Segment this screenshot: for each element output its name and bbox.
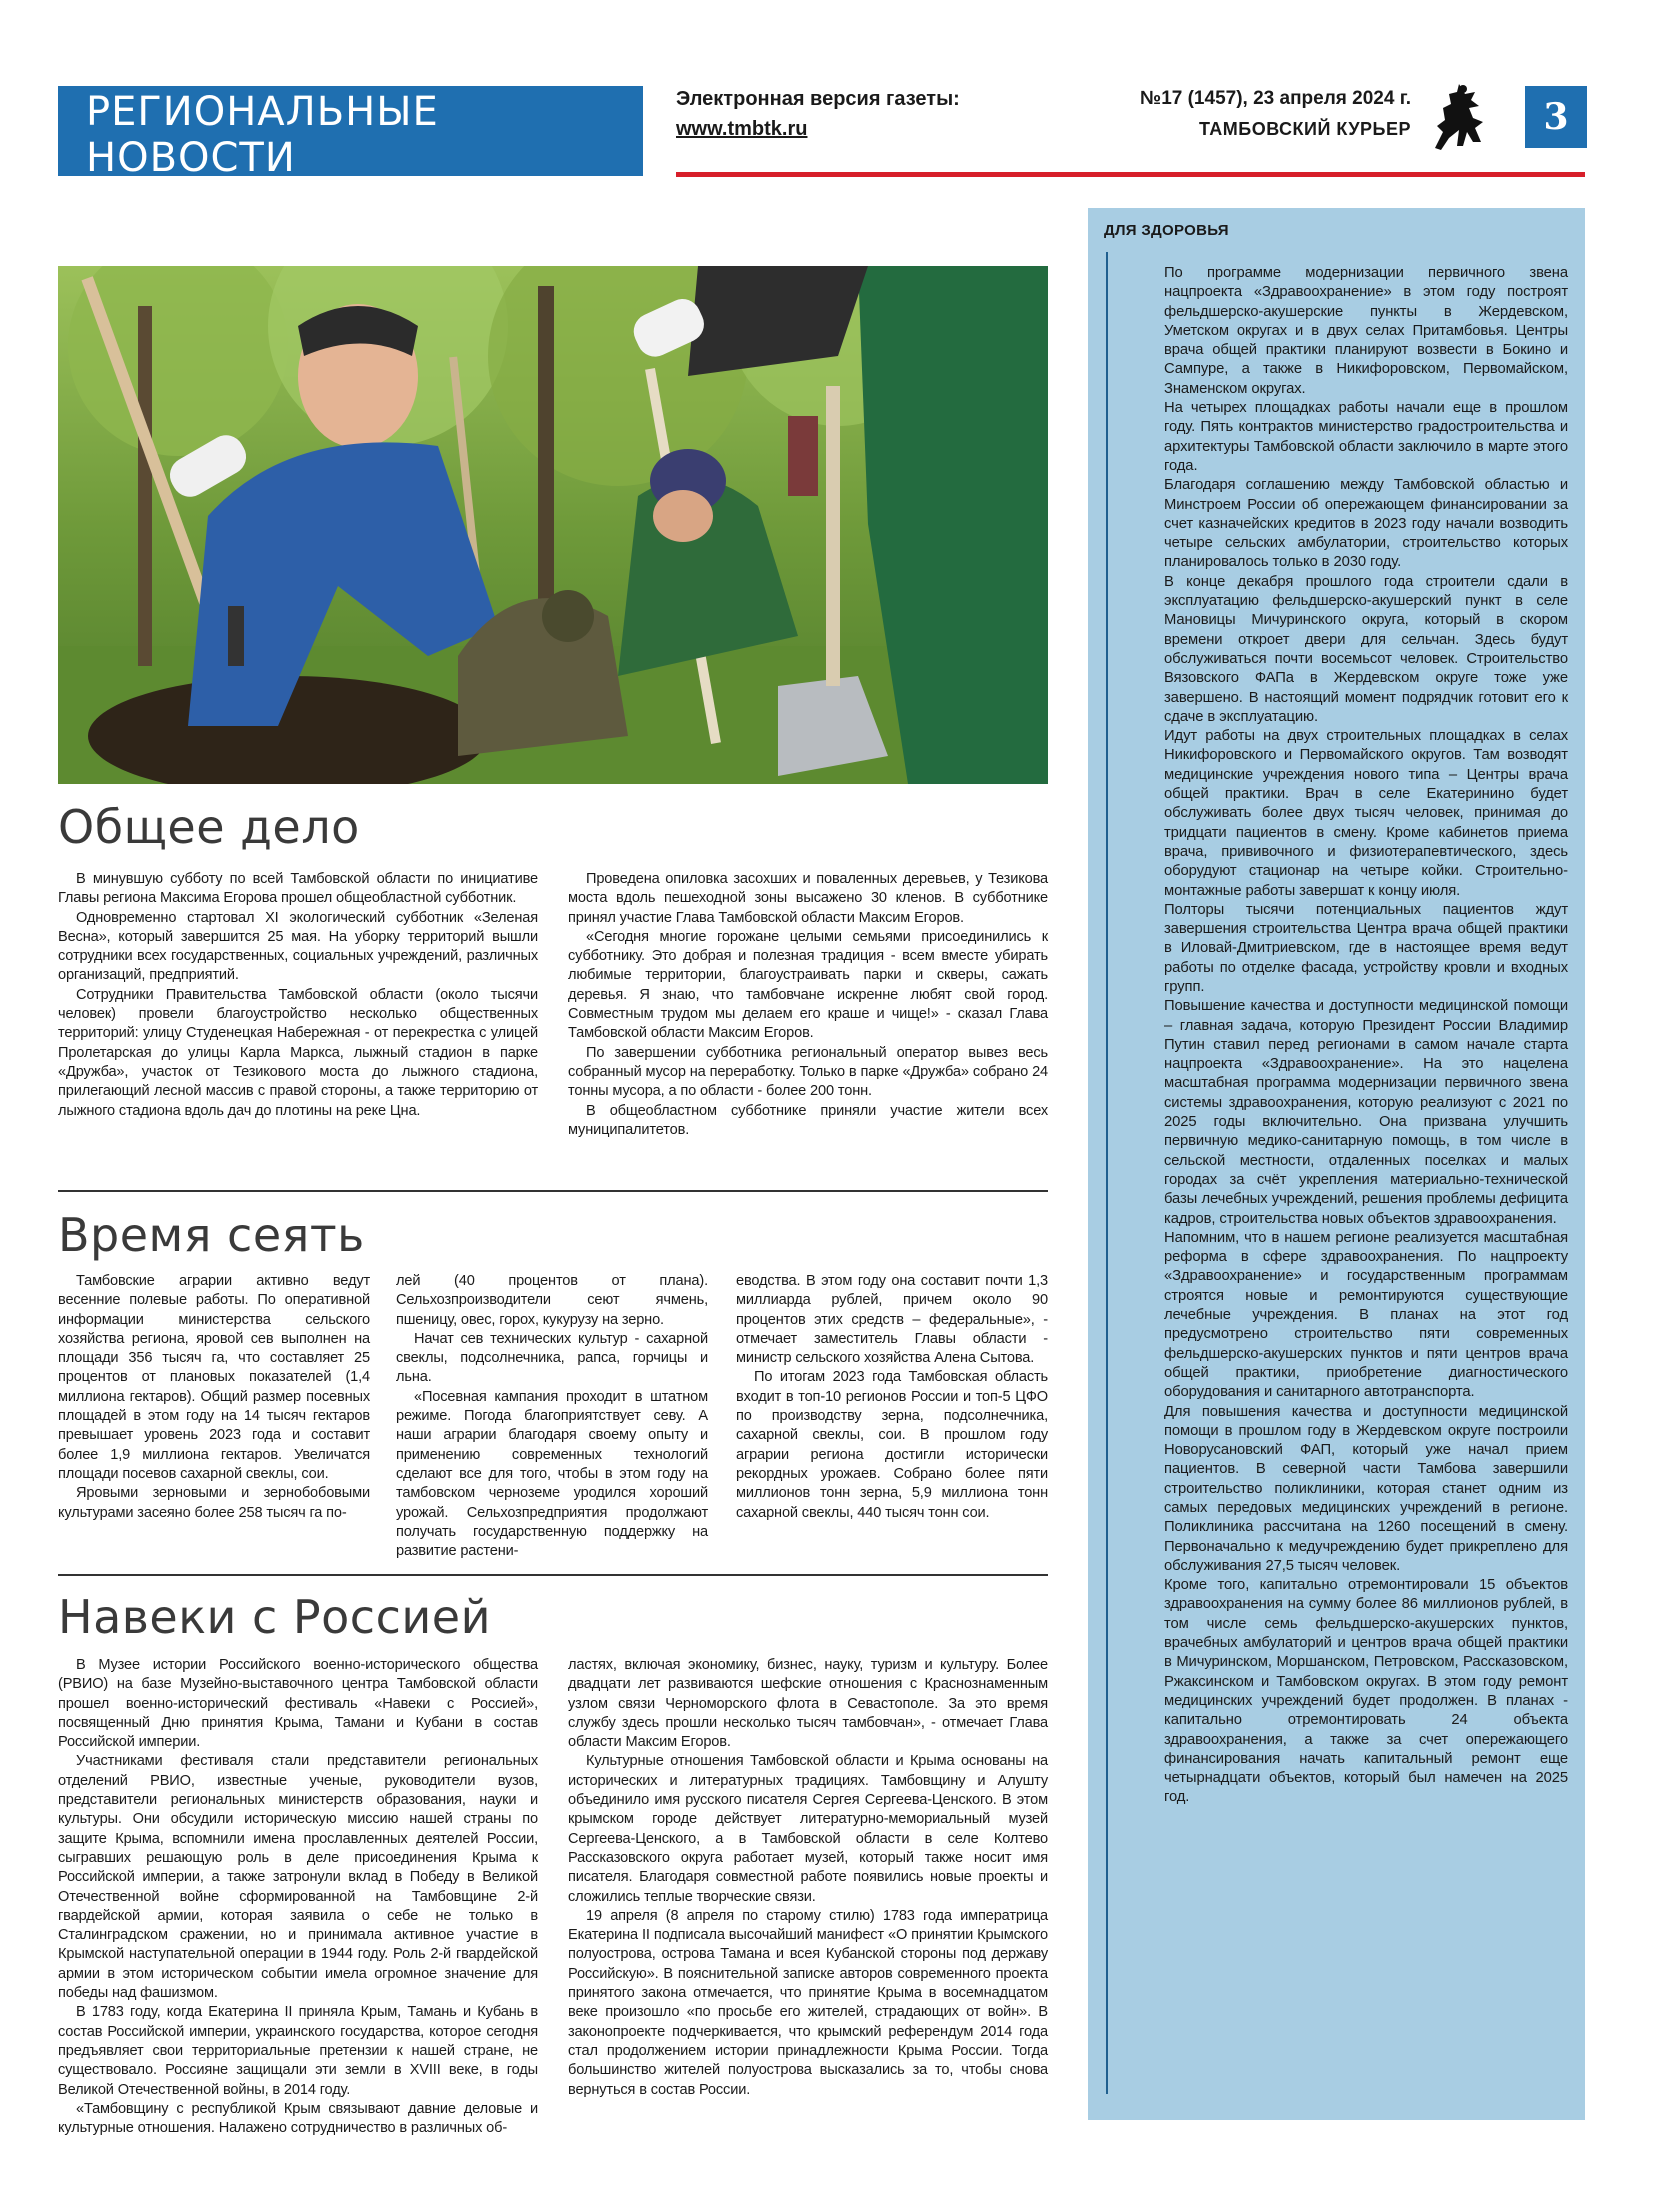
paragraph: Проведена опиловка засохших и поваленных деревьев, у Тезикова моста вдоль пешеходной зоны высажено 30 кленов. В субботнике принял участие Глава Тамбовской области Максим Егоров.	[568, 871, 1048, 926]
header-red-rule	[676, 172, 1585, 177]
paragraph: Идут работы на двух строительных площадках в селах Никифоровского и Первомайского округов. Там возводят медицинские учреждения нового типа – Центры врача общей практики. Врач в селе Екатеринино будет обслуживать более двух тысяч человек, принимая до тридцати пациентов в смену. Кроме кабинетов приема врача, прививочного и физиотерапевтического, здесь оборудуют стационар на четыре койки. Строительно-монтажные работы завершат к концу июля.	[1164, 728, 1568, 899]
paragraph: В 1783 году, когда Екатерина II приняла Крым, Тамань и Кубань в состав Российской империи, украинского государства, которое сегодня предъявляет свои территориальные претензии к нашей стране, не существовало. Россияне защищали эти земли в XVIII веке, в годы Великой Отечественной войны, в 2014 году.	[58, 2004, 538, 2098]
article2-headline: Время сеять	[58, 1208, 365, 1262]
article1-headline: Общее дело	[58, 800, 360, 854]
paragraph: Яровыми зерновыми и зернобобовыми культурами засеяно более 258 тысяч га по-	[58, 1485, 370, 1521]
article3-headline: Навеки с Россией	[58, 1590, 491, 1644]
paragraph: Сотрудники Правительства Тамбовской области (около тысячи человек) провели благоустройство несколько общественных территорий: улицу Студенецкая Набережная - от перекрестка с улицей Пролетарская до улицы Карла Маркса, лыжный стадион в парке «Дружба», участок от Тезикового моста до лыжного стадиона, прилегающий лесной массив с правой стороны, а также территорию от лыжного стадиона вдоль дач до плотины на реке Цна.	[58, 986, 538, 1119]
paragraph: По программе модернизации первичного звена нацпроекта «Здравоохранение» в этом году построят фельдшерско-акушерские пункты в Жердевском, Уметском округах и в двух селах Притамбовья. Центры врача общей практики планируют возвести в Бокино и Сампуре, а также в Никифоровском, Первомайском, Знаменском округах.	[1164, 265, 1568, 397]
edition-link[interactable]: www.tmbtk.ru	[676, 118, 808, 140]
paragraph: Тамбовские аграрии активно ведут весенние полевые работы. По оперативной информации министерства сельского хозяйства региона, яровой сев выполнен на площади 356 тысяч га, что составляет 25 процентов от плановых показателей (1,4 миллиона гектаров). Общий размер посевных площадей в этом году на 14 тысяч гектаров превышает уровень 2023 года и составит более 1,9 миллиона гектаров. Увеличатся площади посевов сахарной свеклы, сои.	[58, 1273, 370, 1482]
paragraph: По завершении субботника региональный оператор вывез весь собранный мусор на переработку. Только в парке «Дружба» собрано 24 тонны мусора, а по области - более 200 тонн.	[568, 1044, 1048, 1100]
paragraph: В минувшую субботу по всей Тамбовской области по инициативе Главы региона Максима Егорова прошел общеобластной субботник.	[58, 871, 538, 907]
article2-col2	[396, 1272, 708, 1561]
issue-line: №17 (1457), 23 апреля 2024 г.	[1140, 88, 1411, 109]
issue-block	[1140, 84, 1411, 144]
article1-col2	[568, 870, 1048, 1140]
article1-col1	[58, 870, 538, 1121]
article3-col2	[568, 1656, 1048, 2100]
edition-block	[676, 84, 960, 144]
paragraph: Для повышения качества и доступности медицинской помощи в прошлом году в Жердевском округе построили Новорусановский ФАП, который уже начал прием пациентов. В северной части Тамбова завершили строительство поликлиники, которая станет одним из самых передовых медицинских учреждений в регионе. Поликлиника рассчитана на 1260 посещений в смену. Первоначально к медучреждению будет прикреплено для обслуживания 27,5 тысяч человек.	[1164, 1403, 1568, 1574]
sidebar-accent-line	[1106, 252, 1108, 2094]
paragraph: «Посевная кампания проходит в штатном режиме. Погода благоприятствует севу. А наши аграрии благодаря своему опыту и применению современных технологий сделают все для того, чтобы в этом году на тамбовском черноземе уродился хороший урожай. Сельхозпредприятия продолжают получать государственную поддержку на развитие растени-	[396, 1388, 708, 1560]
sidebar-body	[1164, 264, 1568, 1808]
paragraph: Участниками фестиваля стали представители региональных отделений РВИО, известные ученые, руководители вузов, представители региональных министерств образования, науки и культуры. Они обсудили историческую миссию нашей страны по защите Крыма, вспомнили имена прославленных деятелей России, сыгравших решающую роль в деле присоединения Крыма к Российской империи, а также затронули вклад в Победу в Великой Отечественной войне сформированной на Тамбовщине 2-й гвардейской армии, которая заявила о себе не только в Сталинградском сражении, но и принимала активное участие в Крымской наступательной операции в 1944 году. Роль 2-й гвардейской армии в этом историческом событии имела огромное значение для победы над фашизмом.	[58, 1753, 538, 2002]
article-divider	[58, 1190, 1048, 1192]
paragraph: По итогам 2023 года Тамбовская область входит в топ-10 регионов России и топ-5 ЦФО по производству зерна, подсолнечника, сахарной свеклы, сои. В прошлом году аграрии региона достигли исторически рекордных урожаев. Собрано более пяти миллионов тонн зерна, 5,9 миллиона тонн сахарной свеклы, 440 тысяч тонн сои.	[736, 1369, 1048, 1521]
paragraph: Полторы тысячи потенциальных пациентов ждут завершения строительства Центра врача общей практики в Иловай-Дмитриевском, где в настоящее время ведут работы по отделке фасада, устройству кровли и входных групп.	[1164, 901, 1568, 995]
article3-col1	[58, 1656, 538, 2138]
paragraph: «Тамбовщину с республикой Крым связывают давние деловые и культурные отношения. Налажено сотрудничество в различных об-	[58, 2100, 538, 2137]
paragraph: В общеобластном субботнике приняли участие жители всех муниципалитетов.	[568, 1102, 1048, 1138]
paragraph: 19 апреля (8 апреля по старому стилю) 1783 года императрица Екатерина II подписала высочайший манифест «О принятии Крымского полуострова, острова Тамана и всея Кубанской стороны под державу Российскую». В пояснительной записке авторов современного проекта принятого закона отмечается, что принятие Крыма в восемнадцатом веке произошло «по просьбе его жителей, страдающих от войн». В законопроекте подчеркивается, что крымский референдум 2014 года стал продолжением истории принадлежности Крыма России. Тогда большинство жителей полуострова высказались за то, чтобы снова вернуться в состав России.	[568, 1907, 1048, 2098]
paragraph: «Сегодня многие горожане целыми семьями присоединились к субботнику. Это добрая и полезная традиция - всем вместе убирать любимые территории, благоустраивать парки и скверы, сажать деревья. Я знаю, что тамбовчане искренне любят свой город. Совместным трудом мы делаем его краше и чище!» - сказал Глава Тамбовской области Максим Егоров.	[568, 928, 1048, 1042]
paragraph: В Музее истории Российского военно-исторического общества (РВИО) на базе Музейно-выставочного центра Тамбовской области прошел военно-исторический фестиваль «Навеки с Россией», посвященный Дню принятия Крыма, Тамани и Кубани в состав Российской империи.	[58, 1657, 538, 1751]
paragraph: В конце декабря прошлого года строители сдали в эксплуатацию фельдшерско-акушерский пункт в селе Мановицы Мичуринского округа, который в скором времени откроет двери для сельчан. Здесь будут обслуживаться почти восемьсот человек. Строительство Вязовского ФАПа в Жердевском округе тоже уже завершено. В настоящий момент подрядчик готовит его к сдаче в эксплуатацию.	[1164, 573, 1568, 725]
page-number: 3	[1525, 86, 1587, 148]
horse-rider-logo-icon	[1425, 80, 1493, 156]
paragraph: лей (40 процентов от плана). Сельхозпроизводители сеют ячмень, пшеницу, овес, горох, кукурузу на зерно.	[396, 1273, 708, 1328]
sidebar-title: ДЛЯ ЗДОРОВЬЯ	[1104, 222, 1229, 239]
paragraph: Повышение качества и доступности медицинской помощи – главная задача, которую Президент России Владимир Путин ставил перед регионами в самом начале старта нацпроекта «Здравоохранение». На это нацелена масштабная программа модернизации первичного звена системы здравоохранения, которую реализуют с 2021 по 2025 годы включительно. Она призвана улучшить первичную медико-санитарную помощь, в том числе в сельской местности, отдаленных поселках и малых городах за счёт укрепления материально-технической базы лечебных учреждений, решения проблемы дефицита кадров, строительства новых объектов здравоохранения.	[1164, 998, 1568, 1227]
paragraph: Кроме того, капитально отремонтировали 15 объектов здравоохранения на сумму более 86 миллионов рублей, в том числе семь фельдшерско-акушерских пунктов, врачебных амбулаторий и центров врача общей практики в Мичуринском, Моршанском, Петровском, Рассказовском, Ржаксинском и Тамбовском округах. В этом году ремонт медицинских учреждений будет продолжен. В планах - капитально отремонтировать 24 объекта здравоохранения, а также за счет опережающего финансирования начать капитальный ремонт еще четырнадцати объектов, который был намечен на 2025 год.	[1164, 1577, 1568, 1806]
paragraph: Одновременно стартовал XI экологический субботник «Зеленая Весна», который завершится 25 мая. На уборку территорий вышли сотрудники всех государственных, социальных учреждений, различных организаций, предприятий.	[58, 909, 538, 984]
paragraph: На четырех площадках работы начали еще в прошлом году. Пять контрактов министерство градостроительства и архитектуры Тамбовской области заключило в марте этого года.	[1164, 400, 1568, 474]
paragraph: ластях, включая экономику, бизнес, науку, туризм и культуру. Более двадцати лет развиваются шефские отношения с Краснознаменным узлом связи Черноморского флота в Севастополе. За это время службу здесь прошли несколько тысяч тамбовчан», - отмечает Глава области Максим Егоров.	[568, 1657, 1048, 1751]
article2-col3	[736, 1272, 1048, 1523]
paragraph: Культурные отношения Тамбовской области и Крыма основаны на исторических и литературных традициях. Тамбовщину и Алушту объединило имя русского писателя Сергея Сергеева-Ценского. В этом крымском городе действует литературно-мемориальный музей Сергеева-Ценского, а в Тамбовской области в селе Колтево Рассказовского округа работает музей, который также носит имя писателя. Благодаря совместной работе появились новые проекты и сложились теплые творческие связи.	[568, 1753, 1048, 1905]
article2-col1	[58, 1272, 370, 1523]
paper-name: ТАМБОВСКИЙ КУРЬЕР	[1198, 119, 1411, 139]
subbotnik-photo	[58, 266, 1048, 784]
paragraph: Благодаря соглашению между Тамбовской областью и Минстроем России об опережающем финансировании за счет казначейских кредитов в 2023 году начали возводить четыре сельских амбулатории, строительство которых планировалось только в 2030 году.	[1164, 477, 1568, 571]
paragraph: Начат сев технических культур - сахарной свеклы, подсолнечника, рапса, горчицы и льна.	[396, 1330, 708, 1386]
article-divider	[58, 1574, 1048, 1576]
section-banner	[58, 86, 643, 181]
paragraph: Напомним, что в нашем регионе реализуется масштабная реформа в сфере здравоохранения. По нацпроекту «Здравоохранение» и государственным программам строятся новые и ремонтируются существующие лечебные учреждения. В планах на этот год предусмотрено строительство пяти современных фельдшерско-акушерских пунктов и пяти центров врача общей практики, приобретение диагностического оборудования и санитарного автотранспорта.	[1164, 1229, 1568, 1401]
paragraph: еводства. В этом году она составит почти 1,3 миллиарда рублей, причем около 90 процентов этих средств – федеральные», - отмечает заместитель Главы области - министр сельского хозяйства Алена Сытова.	[736, 1273, 1048, 1367]
edition-label: Электронная версия газеты:	[676, 88, 960, 110]
section-title: РЕГИОНАЛЬНЫЕ НОВОСТИ	[86, 89, 439, 181]
